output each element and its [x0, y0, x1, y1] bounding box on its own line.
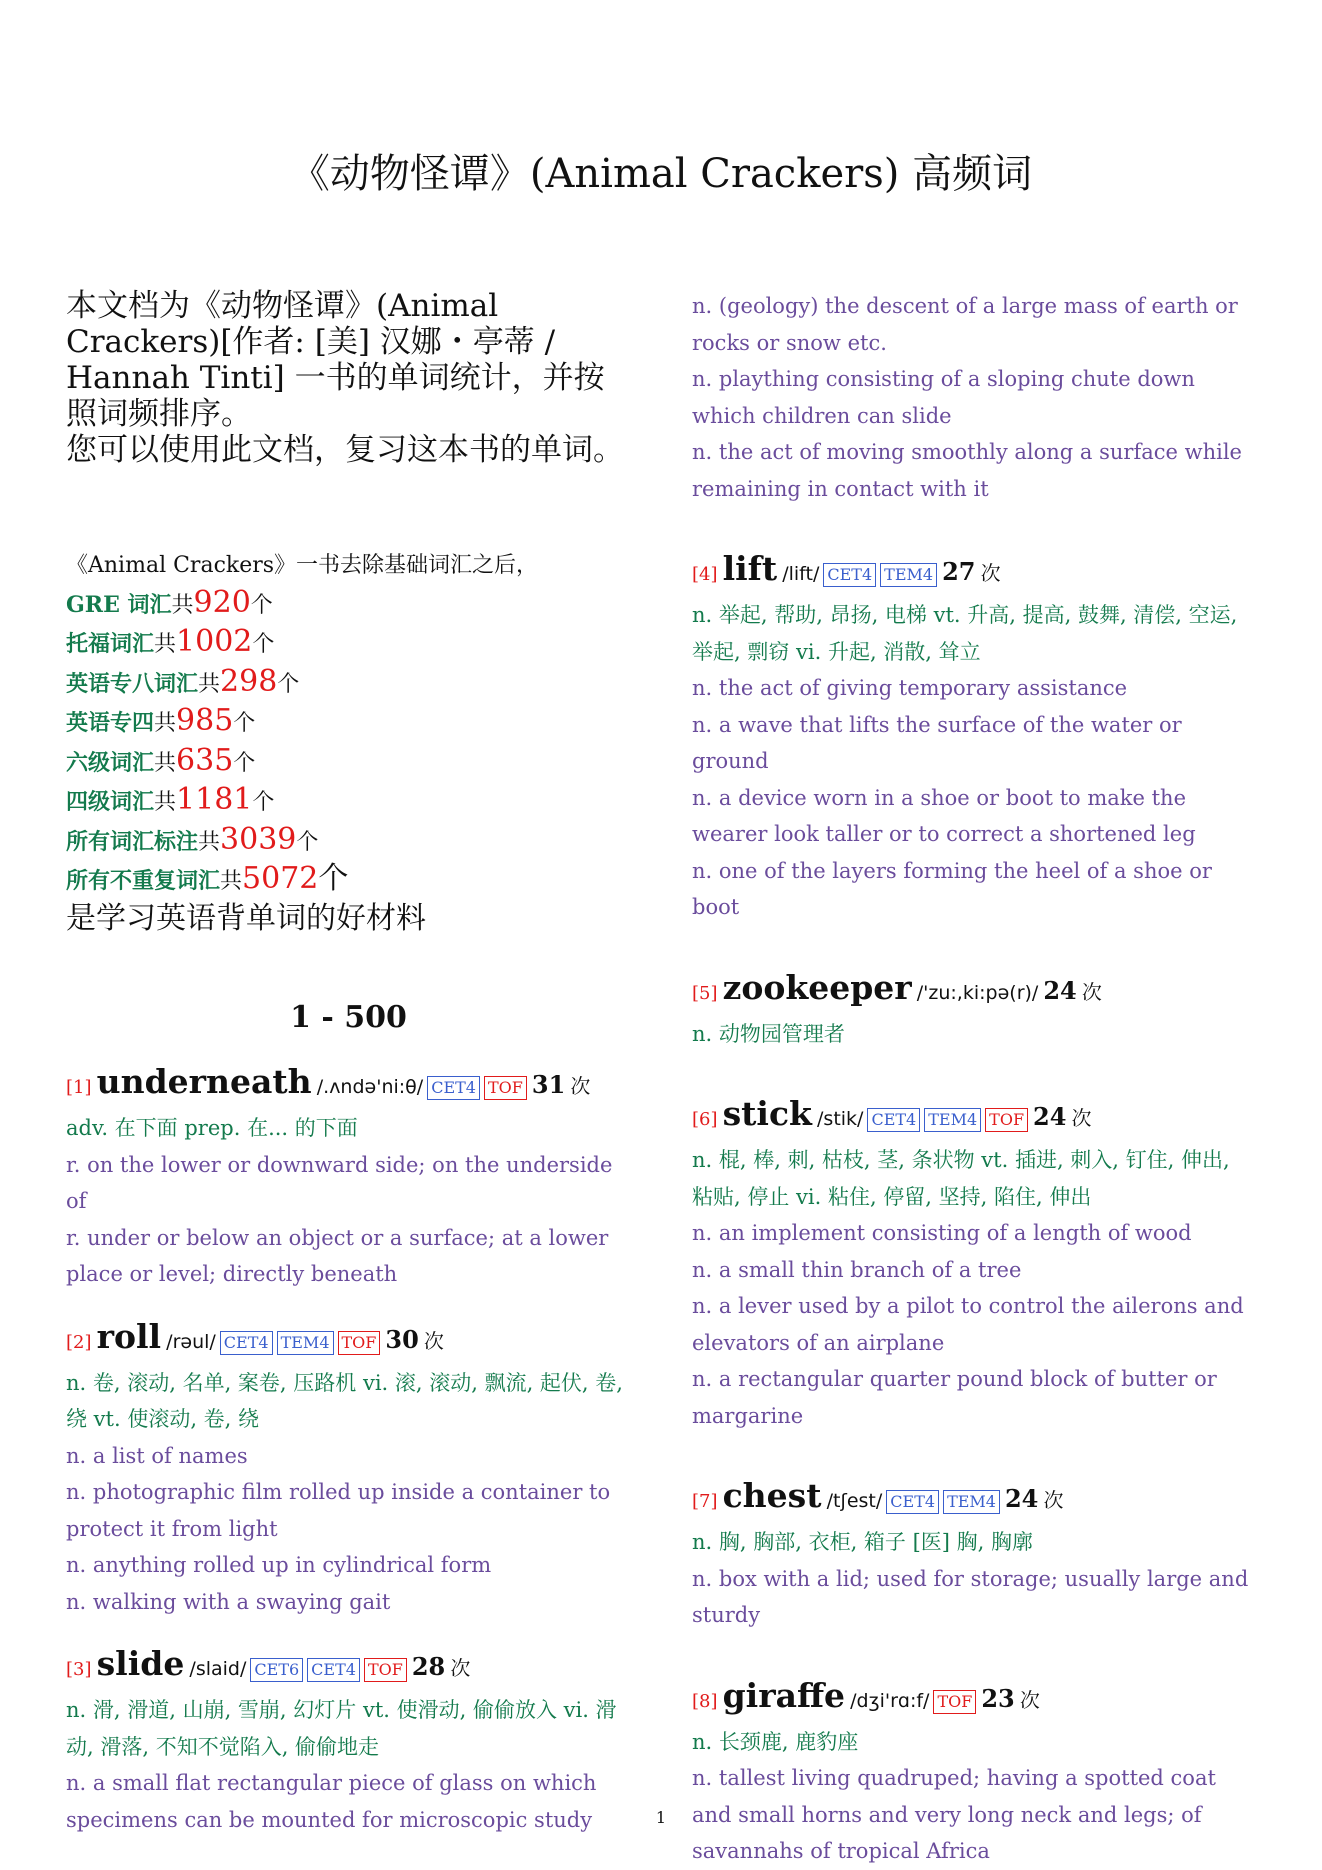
stat-unit: 个 — [277, 671, 300, 697]
english-definition: n. (geology) the descent of a large mass of earth or rocks or snow etc. — [692, 294, 1238, 355]
english-definition: n. walking with a swaying gait — [66, 1589, 391, 1614]
entry-index: [1] — [66, 1077, 92, 1098]
stat-unit: 个 — [252, 790, 275, 815]
entry-header — [692, 1474, 1257, 1524]
stat-count: 985 — [176, 703, 234, 738]
exam-tag: TOF — [364, 1658, 407, 1682]
chinese-definition: n. 滑, 滑道, 山崩, 雪崩, 幻灯片 vt. 使滑动, 偷偷放入 vi. 滑动, 滑落, 不知不觉陷入, 偷偷地走 — [66, 1698, 617, 1759]
stat-unit: 个 — [252, 632, 275, 657]
times-label: 次 — [1071, 1106, 1092, 1130]
frequency-count: 24 — [1004, 1484, 1039, 1513]
exam-tag: TOF — [338, 1331, 381, 1355]
phonetic: /dʒi'rɑ:f/ — [850, 1689, 930, 1712]
exam-tag: TEM4 — [924, 1108, 981, 1132]
stat-line — [66, 624, 631, 664]
english-definition: n. the act of moving smoothly along a surface while remaining in contact with it — [692, 440, 1242, 501]
entry-header — [66, 1060, 631, 1110]
headword: giraffe — [722, 1675, 846, 1715]
stats-lead: 《Animal Crackers》一书去除基础词汇之后， — [66, 553, 539, 578]
headword: stick — [722, 1094, 812, 1133]
chinese-definition: n. 卷, 滚动, 名单, 案卷, 压路机 vi. 滚, 滚动, 飘流, 起伏, 卷, 绕 vt. 使滚动, 卷, 绕 — [66, 1370, 623, 1431]
frequency-count: 24 — [1043, 975, 1077, 1005]
phonetic: /rəul/ — [166, 1330, 216, 1353]
stat-line — [66, 822, 631, 862]
entry-header — [692, 547, 1257, 597]
phonetic: /tʃest/ — [826, 1490, 883, 1512]
english-definition: n. a lever used by a pilot to control the ailerons and elevators of an airplane — [692, 1294, 1244, 1355]
phonetic: /lift/ — [782, 563, 820, 585]
exam-tag: CET4 — [823, 563, 876, 587]
headword: roll — [96, 1316, 162, 1356]
entry-index: [5] — [692, 982, 718, 1004]
chinese-definition: adv. 在下面 prep. 在... 的下面 — [66, 1116, 358, 1140]
english-definition: n. box with a lid; used for storage; usually large and sturdy — [692, 1566, 1249, 1627]
intro-paragraph: 您可以使用此文档，复习这本书的单词。 — [66, 432, 624, 468]
frequency-count: 30 — [385, 1324, 419, 1354]
frequency-count: 27 — [942, 557, 976, 586]
times-label: 次 — [980, 561, 1001, 585]
stat-line — [66, 782, 631, 822]
stat-count: 1181 — [176, 782, 253, 817]
english-definition: n. a small flat rectangular piece of glass on which specimens can be mounted for microscopic study — [66, 1771, 597, 1832]
times-label: 次 — [570, 1074, 591, 1098]
exam-tag: TEM4 — [880, 563, 937, 587]
headword: chest — [722, 1476, 822, 1515]
page-title: 《动物怪谭》(Animal Crackers) 高频词 — [289, 151, 1033, 197]
chinese-definition: n. 棍, 棒, 刺, 枯枝, 茎, 条状物 vt. 插进, 刺入, 钉住, 伸出, 粘贴, 停止 vi. 粘住, 停留, 坚持, 陷住, 伸出 — [692, 1148, 1230, 1209]
exam-tag: TOF — [933, 1690, 976, 1714]
exam-tag: CET4 — [307, 1658, 360, 1682]
frequency-count: 31 — [531, 1070, 566, 1099]
section-heading: 1 - 500 — [290, 1000, 407, 1035]
stat-label: GRE 词汇 — [66, 591, 172, 618]
entry-index: [8] — [692, 1690, 718, 1712]
english-definition: n. a small thin branch of a tree — [692, 1257, 1022, 1282]
stat-count: 3039 — [220, 821, 297, 857]
stat-mid: 共 — [154, 711, 177, 736]
english-definition: n. a list of names — [66, 1443, 248, 1468]
entry-header — [66, 1642, 631, 1692]
english-definition: n. one of the layers forming the heel of a shoe or boot — [692, 858, 1212, 919]
headword: slide — [96, 1644, 185, 1683]
stat-label: 四级词汇 — [66, 789, 155, 815]
exam-tag: TEM4 — [943, 1490, 1000, 1514]
stat-count: 920 — [193, 584, 251, 620]
headword: zookeeper — [722, 967, 912, 1007]
word-entry — [692, 1474, 1257, 1634]
stat-unit: 个 — [250, 592, 273, 618]
english-definition: r. on the lower or downward side; on the underside of — [66, 1152, 613, 1213]
entry-index: [2] — [66, 1331, 92, 1353]
headword: underneath — [96, 1062, 312, 1101]
english-definition: n. the act of giving temporary assistance — [692, 676, 1128, 700]
english-definition: n. plaything consisting of a sloping chute down which children can slide — [692, 367, 1195, 428]
stat-line — [66, 585, 631, 625]
stat-label: 英语专八词汇 — [66, 670, 199, 697]
frequency-count: 24 — [1033, 1102, 1067, 1131]
right-entries — [692, 288, 1257, 1870]
exam-tag: CET4 — [427, 1076, 480, 1100]
entry-header — [692, 1092, 1257, 1142]
entry-index: [4] — [692, 564, 718, 585]
entry-header — [66, 1315, 631, 1365]
stat-unit: 个 — [233, 711, 256, 736]
english-definition: n. photographic film rolled up inside a container to protect it from light — [66, 1480, 611, 1541]
english-definition: n. an implement consisting of a length of wood — [692, 1221, 1192, 1245]
phonetic: /slaid/ — [189, 1658, 247, 1680]
word-entry — [692, 1092, 1257, 1434]
entry-header — [692, 1674, 1257, 1724]
left-entries — [66, 1060, 631, 1860]
exam-tag: TOF — [985, 1108, 1028, 1132]
stat-line — [66, 743, 631, 783]
entry-continued — [692, 288, 1257, 507]
word-entry — [692, 966, 1257, 1053]
stat-mid: 共 — [154, 632, 177, 657]
times-label: 次 — [1019, 1687, 1040, 1712]
stat-mid: 共 — [220, 869, 243, 894]
stat-line — [66, 664, 631, 704]
intro — [66, 288, 631, 468]
stat-label: 托福词汇 — [66, 631, 155, 657]
word-entry — [66, 1060, 631, 1293]
frequency-count: 28 — [411, 1652, 446, 1681]
exam-tag: CET4 — [886, 1490, 939, 1514]
exam-tag: CET4 — [867, 1108, 920, 1132]
stat-mid: 共 — [198, 671, 221, 697]
stat-count: 1002 — [176, 624, 253, 659]
frequency-count: 23 — [981, 1683, 1015, 1713]
word-entry — [692, 547, 1257, 926]
stat-line — [66, 703, 631, 743]
times-label: 次 — [1081, 979, 1102, 1004]
entry-index: [3] — [66, 1659, 92, 1680]
stat-label: 六级词汇 — [66, 749, 155, 776]
exam-tag: CET6 — [250, 1658, 303, 1682]
stat-mid: 共 — [154, 750, 177, 776]
exam-tag: TEM4 — [277, 1331, 334, 1355]
stat-unit: 个 — [318, 861, 349, 896]
times-label: 次 — [450, 1656, 471, 1680]
times-label: 次 — [1043, 1488, 1064, 1512]
stat-label: 所有不重复词汇 — [66, 868, 221, 894]
phonetic: /.ʌndə'ni:θ/ — [316, 1076, 424, 1098]
stat-unit: 个 — [296, 829, 319, 855]
stat-line — [66, 861, 631, 901]
exam-tag: CET4 — [220, 1331, 273, 1355]
stats-block — [66, 548, 631, 937]
entry-index: [7] — [692, 1491, 718, 1512]
times-label: 次 — [423, 1328, 444, 1353]
chinese-definition: n. 胸, 胸部, 衣柜, 箱子 [医] 胸, 胸廓 — [692, 1530, 1034, 1554]
phonetic: /'zu:,ki:pə(r)/ — [916, 981, 1039, 1004]
phonetic: /stik/ — [817, 1108, 864, 1130]
entry-index: [6] — [692, 1109, 718, 1130]
chinese-definition: n. 长颈鹿, 鹿豹座 — [692, 1729, 859, 1754]
word-entry — [66, 1315, 631, 1621]
english-definition: n. a device worn in a shoe or boot to make the wearer look taller or to correct a shortened leg — [692, 785, 1196, 846]
entry-header — [692, 966, 1257, 1016]
stats-closing: 是学习英语背单词的好材料 — [66, 900, 426, 936]
english-definition: r. under or below an object or a surface; at a lower place or level; directly beneath — [66, 1225, 609, 1286]
english-definition: n. tallest living quadruped; having a spotted coat and small horns and very long neck and legs; of savannahs of tropical Africa — [692, 1766, 1216, 1863]
stat-label: 所有词汇标注 — [66, 828, 199, 855]
stat-mid: 共 — [154, 790, 177, 815]
chinese-definition: n. 举起, 帮助, 昂扬, 电梯 vt. 升高, 提高, 鼓舞, 清偿, 空运, 举起, 剽窃 vi. 升起, 消散, 耸立 — [692, 603, 1238, 664]
english-definition: n. a rectangular quarter pound block of butter or margarine — [692, 1367, 1217, 1428]
page-number: 1 — [655, 1808, 667, 1827]
stat-label: 英语专四 — [66, 710, 155, 736]
english-definition: n. a wave that lifts the surface of the water or ground — [692, 712, 1182, 773]
headword: lift — [722, 549, 778, 588]
stat-mid: 共 — [171, 592, 194, 618]
stat-mid: 共 — [198, 829, 221, 855]
english-definition: n. anything rolled up in cylindrical form — [66, 1553, 492, 1577]
stat-unit: 个 — [233, 750, 256, 776]
word-entry — [692, 1674, 1257, 1870]
exam-tag: TOF — [484, 1076, 527, 1100]
stat-count: 5072 — [242, 861, 319, 896]
chinese-definition: n. 动物园管理者 — [692, 1021, 845, 1046]
stat-count: 635 — [176, 742, 234, 778]
stat-count: 298 — [220, 663, 278, 699]
intro-paragraph: 本文档为《动物怪谭》(Animal Crackers)[作者: [美] 汉娜・亭蒂 / Hannah Tinti] 一书的单词统计，并按照词频排序。 — [66, 288, 605, 432]
